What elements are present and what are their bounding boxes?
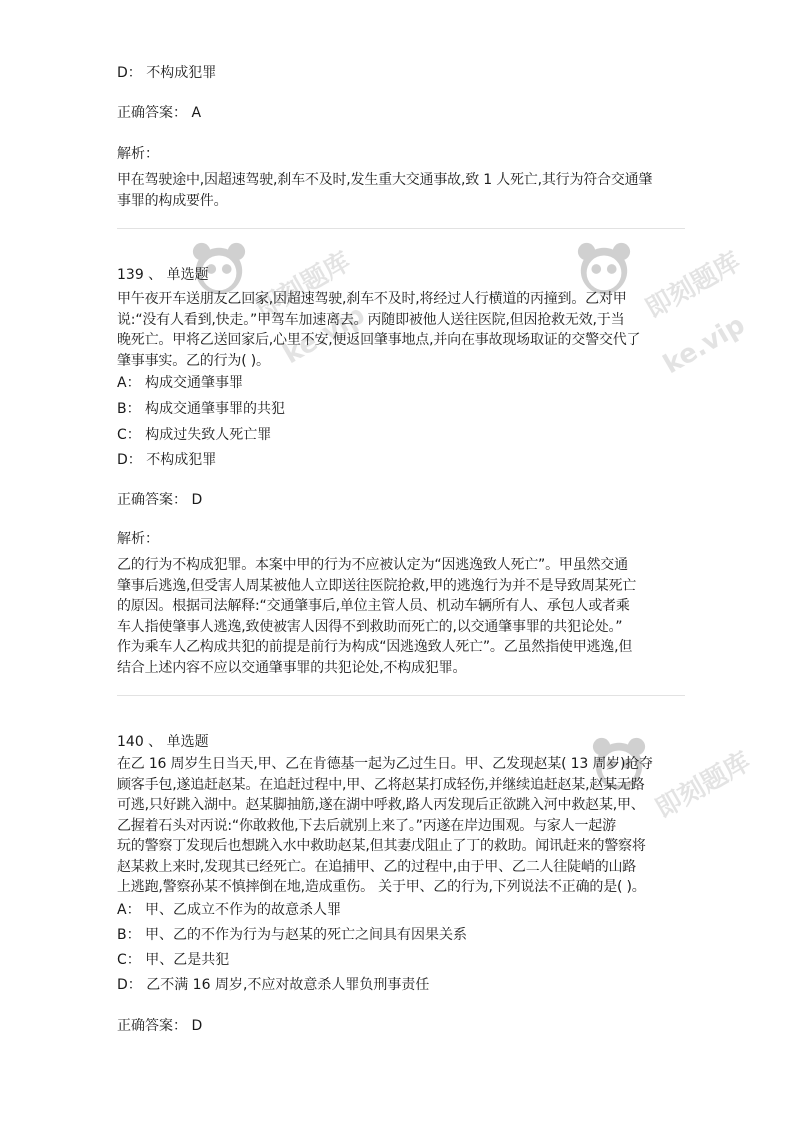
question-line: 在乙 16 周岁生日当天,甲、乙在肯德基一起为乙过生日。甲、乙发现赵某( 13 周岁)抢夺	[117, 756, 653, 772]
option-d[interactable]: D： 不构成犯罪	[117, 452, 217, 468]
divider	[117, 695, 685, 696]
analysis-line: 肇事后逃逸,但受害人周某被他人立即送往医院抢救,甲的逃逸行为并不是导致周某死亡	[117, 577, 637, 594]
option-c[interactable]: C： 甲、乙是共犯	[117, 952, 230, 968]
option-b[interactable]: B： 构成交通肇事罪的共犯	[117, 401, 286, 417]
question-line: 说:“没有人看到,快走。”甲驾车加速离去。丙随即被他人送往医院,但因抢救无效,于当	[117, 311, 625, 328]
analysis-label: 解析：	[117, 531, 159, 547]
question-line: 可逃,只好跳入湖中。赵某脚抽筋,遂在湖中呼救,路人丙发现后正欲跳入河中救赵某,甲、	[117, 797, 645, 813]
analysis-line: 作为乘车人乙构成共犯的前提是前行为构成“因逃逸致人死亡”。乙虽然指使甲逃逸,但	[117, 639, 633, 655]
question-header: 140 、 单选题	[117, 734, 209, 750]
question-line: 顾客手包,遂追赶赵某。在追赶过程中,甲、乙将赵某打成轻伤,并继续追赶赵某,赵某无路	[117, 776, 645, 793]
watermark-sub: ke.vip	[278, 299, 371, 371]
question-line: 玩的警察丁发现后也想跳入水中救助赵某,但其妻戊阻止了丁的救助。闻讯赶来的警察将	[117, 838, 646, 854]
analysis-line: 的原因。根据司法解释:“交通肇事后,单位主管人员、机动车辆所有人、承包人或者乘	[117, 598, 630, 614]
answer-value: A	[191, 105, 202, 121]
analysis-line: 甲在驾驶途中,因超速驾驶,刹车不及时,发生重大交通事故,致 1 人死亡,其行为符合交通肇	[117, 172, 653, 188]
answer-row	[117, 490, 202, 510]
answer-label: 正确答案：	[117, 492, 187, 508]
answer-value: D	[191, 492, 203, 508]
question-line: 晚死亡。甲将乙送回家后,心里不安,便返回肇事地点,并向在事故现场取证的交警交代了	[117, 332, 641, 348]
answer-label: 正确答案：	[117, 1018, 187, 1034]
question-line: 乙握着石头对丙说:“你敢救他,下去后就别上来了。”丙遂在岸边围观。与家人一起游	[117, 817, 616, 834]
option-b[interactable]: B： 甲、乙的不作为行为与赵某的死亡之间具有因果关系	[117, 927, 468, 943]
answer-value: D	[191, 1018, 203, 1034]
answer-row	[117, 1016, 202, 1036]
analysis-label: 解析：	[117, 146, 159, 162]
question-line: 甲午夜开车送朋友乙回家,因超速驾驶,刹车不及时,将经过人行横道的丙撞到。乙对甲	[117, 291, 627, 307]
watermark-text: 即刻题库	[650, 746, 756, 825]
watermark-text: 即刻题库	[640, 246, 746, 325]
analysis-line: 结合上述内容不应以交通肇事罪的共犯论处,不构成犯罪。	[117, 659, 467, 676]
option-d[interactable]: D： 乙不满 16 周岁,不应对故意杀人罪负刑事责任	[117, 977, 430, 993]
question-text	[117, 289, 687, 371]
option-a[interactable]: A： 甲、乙成立不作为的故意杀人罪	[117, 902, 342, 918]
option-a[interactable]: A： 构成交通肇事罪	[117, 375, 244, 391]
option-d: D： 不构成犯罪	[117, 65, 217, 81]
watermark-text: 即刻题库	[250, 246, 356, 325]
answer-label: 正确答案：	[117, 105, 187, 121]
analysis-text	[117, 555, 687, 678]
question-line: 赵某救上来时,发现其已经死亡。在追捕甲、乙的过程中,由于甲、乙二人往陡峭的山路	[117, 858, 637, 875]
question-line: 肇事事实。乙的行为( )。	[117, 352, 270, 369]
question-text	[117, 754, 687, 898]
divider	[117, 228, 685, 229]
option-c[interactable]: C： 构成过失致人死亡罪	[117, 427, 272, 443]
question-line: 上逃跑,警察孙某不慎摔倒在地,造成重伤。 关于甲、乙的行为,下列说法不正确的是( )。	[117, 879, 646, 895]
analysis-line: 事罪的构成要件。	[117, 192, 228, 209]
watermark-sub: ke.vip	[658, 309, 751, 381]
analysis-line: 车人指使肇事人逃逸,致使被害人因得不到救助而死亡的,以交通肇事罪的共犯论处。”	[117, 618, 623, 635]
analysis-line: 乙的行为不构成犯罪。本案中甲的行为不应被认定为“因逃逸致人死亡”。甲虽然交通	[117, 557, 628, 573]
question-header: 139 、 单选题	[117, 267, 209, 283]
analysis-text	[117, 170, 687, 211]
answer-row	[117, 103, 201, 123]
